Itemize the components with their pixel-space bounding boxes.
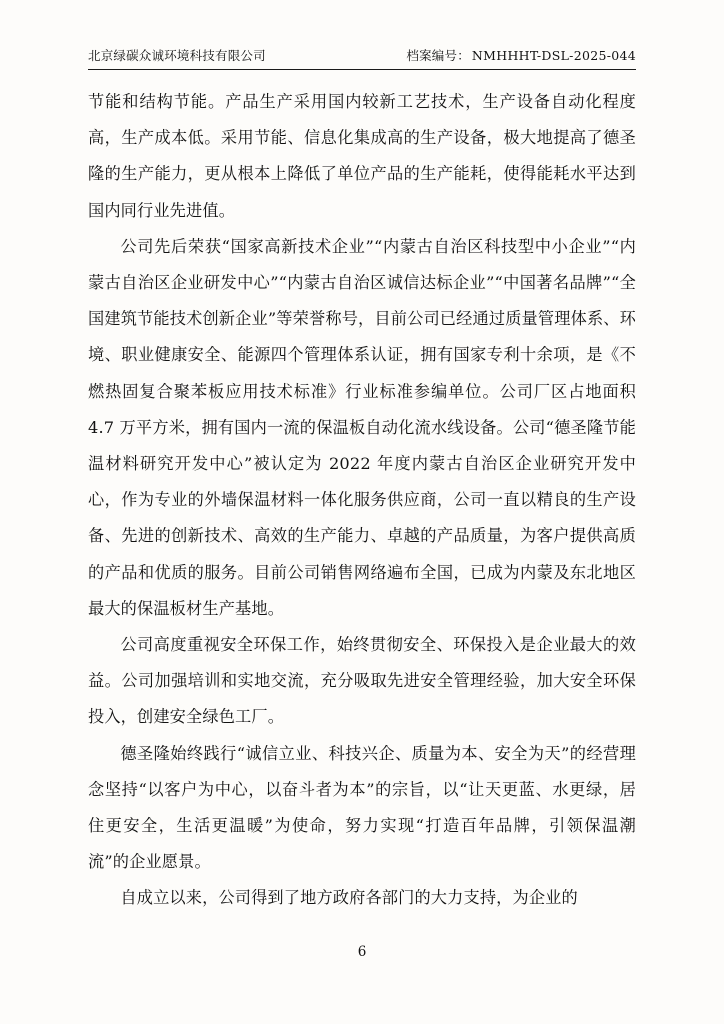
paragraph-4: 德圣隆始终践行“诚信立业、科技兴企、质量为本、安全为天”的经营理念坚持“以客户为中心，以奋斗者为本”的宗旨，以“让天更蓝、水更绿，居住更安全，生活更温暖”为使命，努力实现“打造百年品牌，引领保温潮流”的企业愿景。 [88,743,636,872]
paragraph-5: 自成立以来，公司得到了地方政府各部门的大力支持，为企业的 [120,888,578,908]
paragraph-3: 公司高度重视安全环保工作，始终贯彻安全、环保投入是企业最大的效益。公司加强培训和实地交流，充分吸取先进安全管理经验，加大安全环保投入，创建安全绿色工厂。 [88,635,636,727]
page-footer [88,944,636,960]
page-content-area [88,0,636,1024]
page-number: 6 [357,944,367,960]
archive-label: 档案编号： [406,48,470,63]
paragraph-2: 公司先后荣获“国家高新技术企业”“内蒙古自治区科技型中小企业”“内蒙古自治区企业研发中心”“内蒙古自治区诚信达标企业”“中国著名品牌”“全国建筑节能技术创新企业”等荣誉称号，目前公司已经通过质量管理体系、环境、职业健康安全、能源四个管理体系认证，拥有国家专利十余项，是《不燃热固复合聚苯板应用技术标准》行业标准参编单位。公司厂区占地面积 4.7 万平方米，拥有国内一流的保温板自动化流水线设备。公司“德圣隆节能温材料研究开发中心”被认定为 2022 年度内蒙古自治区企业研究开发中心，作为专业的外墙保温材料一体化服务供应商，公司一直以精良的生产设备、先进的创新技术、高效的生产能力、卓越的产品质量，为客户提供高质的产品和优质的服务。目前公司销售网络遍布全国，已成为内蒙及东北地区最大的保温板材生产基地。 [88,236,636,618]
page-header [88,46,636,72]
header-row [88,46,636,64]
document-body [88,84,636,917]
paragraph-1: 节能和结构节能。产品生产采用国内较新工艺技术，生产设备自动化程度高，生产成本低。采用节能、信息化集成高的生产设备，极大地提高了德圣隆的生产能力，更从根本上降低了单位产品的生产能耗，使得能耗水平达到国内同行业先进值。 [88,92,636,220]
archive-code: NMHHHT-DSL-2025-044 [471,48,636,63]
header-company-name: 北京绿碳众诚环境科技有限公司 [88,48,266,63]
header-divider [88,69,636,70]
header-archive [406,46,636,64]
